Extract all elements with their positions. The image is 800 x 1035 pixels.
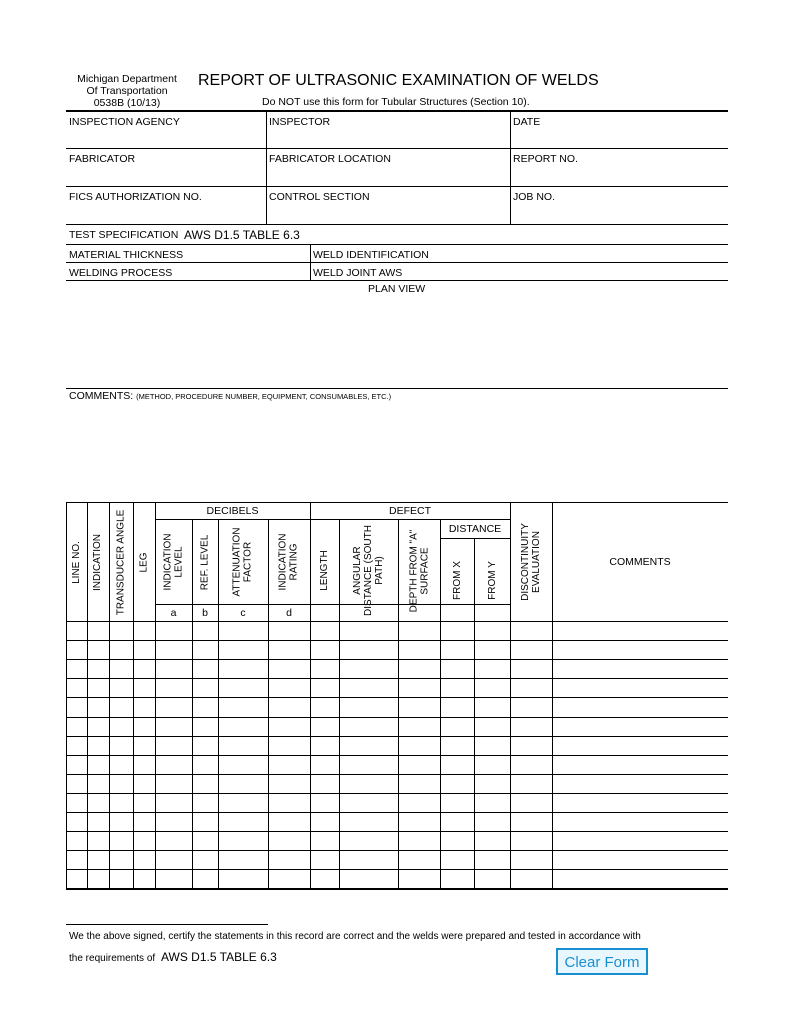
welding-process-label: WELDING PROCESS [69, 267, 173, 279]
angular-distance-header: ANGULAR DISTANCE (SOUTH PATH) [352, 525, 385, 616]
from-x-header: FROM X [451, 560, 463, 600]
table-row-line [66, 640, 728, 641]
table-row-line [66, 678, 728, 679]
inspector-input[interactable] [269, 130, 505, 145]
defect-header: DEFECT [389, 505, 431, 517]
comments-hint: (METHOD, PROCEDURE NUMBER, EQUIPMENT, CONSUMABLES, ETC.) [136, 392, 392, 401]
clear-form-button[interactable]: Clear Form [556, 948, 648, 975]
sub-d: d [286, 607, 292, 619]
table-row-line [66, 793, 728, 794]
fics-no-input[interactable] [69, 206, 261, 221]
transducer-angle-header: TRANSDUCER ANGLE [115, 509, 127, 615]
table-row-line [66, 774, 728, 775]
certification-spec: AWS D1.5 TABLE 6.3 [160, 950, 277, 964]
org-line-1: Michigan Department [77, 73, 177, 85]
page-subtitle: Do NOT use this form for Tubular Structures (Section 10). [262, 96, 530, 108]
line-no-header: LINE NO. [71, 540, 83, 584]
length-header: LENGTH [319, 550, 330, 591]
discontinuity-evaluation-header: DISCONTINUITY EVALUATION [520, 523, 542, 601]
fics-no-label: FICS AUTHORIZATION NO. [69, 191, 202, 203]
leg-header: LEG [138, 551, 150, 573]
form-id: 0538B (10/13) [93, 97, 161, 109]
page-title: REPORT OF ULTRASONIC EXAMINATION OF WELDS [198, 72, 599, 89]
plan-view-label: PLAN VIEW [368, 283, 426, 295]
table-row-line [66, 831, 728, 832]
table-row-line [66, 659, 728, 660]
table-row-line [66, 850, 728, 851]
date-input[interactable] [513, 130, 723, 145]
table-row-line [66, 869, 728, 870]
decibels-header: DECIBELS [206, 505, 259, 517]
material-thickness-label: MATERIAL THICKNESS [69, 249, 184, 261]
comments-heading [69, 390, 391, 402]
fabricator-label: FABRICATOR [69, 153, 136, 165]
comments-column-header: COMMENTS [609, 556, 671, 568]
fabricator-location-input[interactable] [269, 168, 505, 183]
sub-c: c [240, 607, 246, 619]
inspector-label: INSPECTOR [269, 116, 331, 128]
table-row-line [66, 717, 728, 718]
job-no-label: JOB NO. [513, 191, 556, 203]
control-section-input[interactable] [269, 206, 505, 221]
certification-line-2 [69, 950, 277, 964]
test-spec-value[interactable]: AWS D1.5 TABLE 6.3 [184, 228, 300, 242]
table-row-line [66, 736, 728, 737]
report-no-input[interactable] [513, 168, 723, 183]
from-y-header: FROM Y [486, 560, 498, 600]
table-row-line [66, 812, 728, 813]
distance-header: DISTANCE [448, 523, 502, 535]
indication-header: INDICATION [92, 533, 104, 591]
fabricator-input[interactable] [69, 168, 261, 183]
certification-prefix: the requirements of [69, 953, 156, 964]
indication-level-header: INDICATION LEVEL [162, 533, 185, 591]
org-name [60, 73, 194, 109]
fabricator-location-label: FABRICATOR LOCATION [269, 153, 391, 165]
weld-identification-label: WELD IDENTIFICATION [313, 249, 429, 261]
inspection-agency-label: INSPECTION AGENCY [69, 116, 180, 128]
date-label: DATE [513, 116, 541, 128]
table-row-line [66, 888, 728, 890]
org-line-2: Of Transportation [86, 85, 168, 97]
sub-b: b [202, 607, 208, 619]
comments-label: COMMENTS: [69, 390, 134, 402]
table-row-line [66, 697, 728, 698]
sub-a: a [170, 607, 177, 619]
job-no-input[interactable] [513, 206, 723, 221]
report-no-label: REPORT NO. [513, 153, 578, 165]
certification-line-1: We the above signed, certify the statements in this record are correct and the welds were prepared and tested in accordance with [69, 931, 641, 942]
control-section-label: CONTROL SECTION [269, 191, 370, 203]
attenuation-factor-header: ATTENUATION FACTOR [232, 527, 255, 597]
inspection-agency-input[interactable] [69, 130, 261, 145]
table-row-line [66, 755, 728, 756]
test-spec-label: TEST SPECIFICATION [69, 229, 179, 241]
indication-rating-header: INDICATION RATING [278, 533, 301, 591]
weld-joint-label: WELD JOINT AWS [313, 267, 403, 279]
depth-from-a-header: DEPTH FROM "A" SURFACE [408, 529, 430, 612]
ref-level-header: REF. LEVEL [199, 534, 211, 590]
